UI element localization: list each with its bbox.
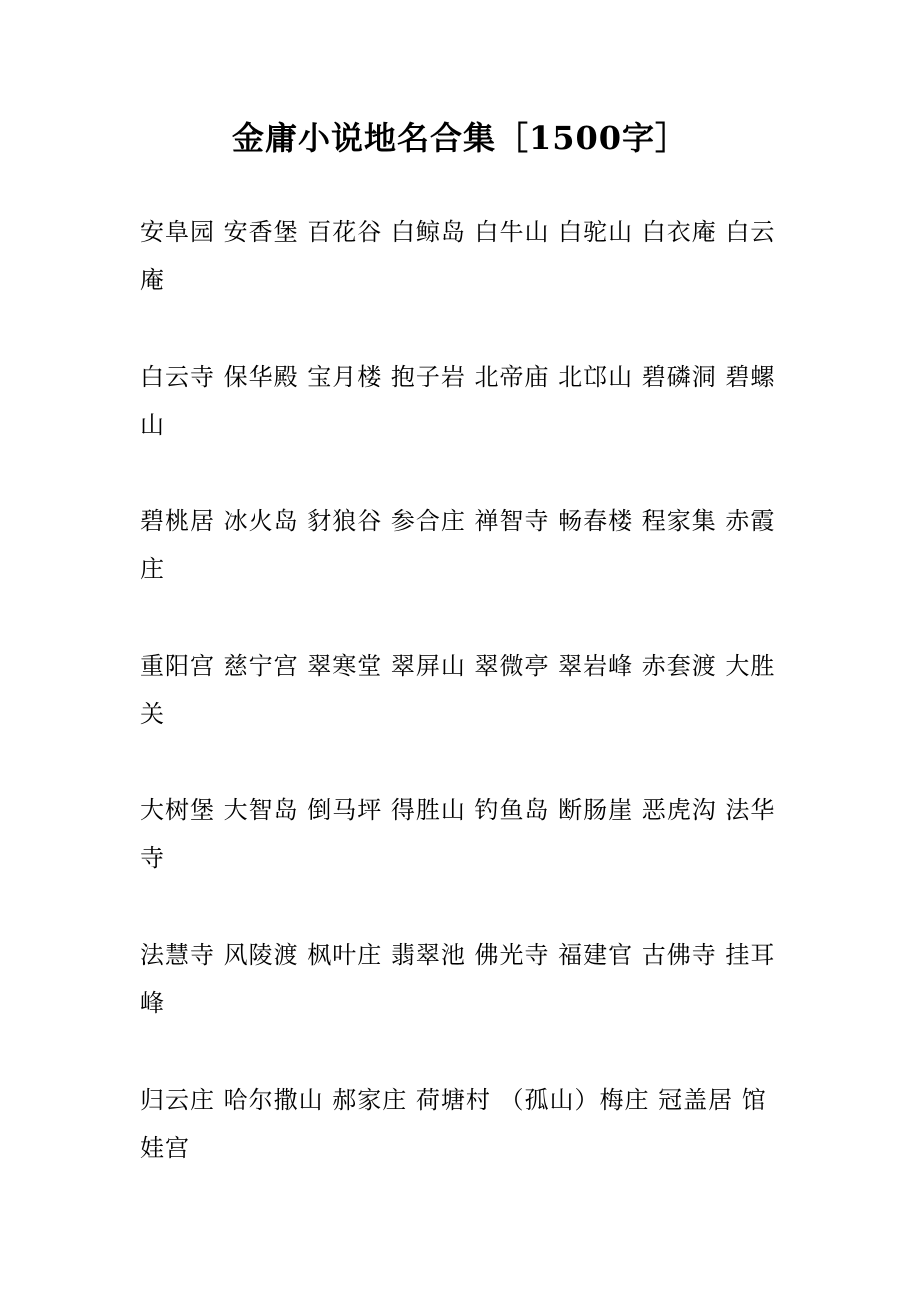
place-list-paragraph: 法慧寺 风陵渡 枫叶庄 翡翠池 佛光寺 福建官 古佛寺 挂耳峰 [140,941,776,1017]
place-list-paragraph: 大树堡 大智岛 倒马坪 得胜山 钓鱼岛 断肠崖 恶虎沟 法华寺 [140,796,776,872]
document-title: 金庸小说地名合集［1500字］ [231,119,689,157]
place-list-paragraph: 重阳宫 慈宁宫 翠寒堂 翠屏山 翠微亭 翠岩峰 赤套渡 大胜关 [140,652,776,728]
place-list-paragraph: 归云庄 哈尔撒山 郝家庄 荷塘村 （孤山）梅庄 冠盖居 馆娃宫 [140,1086,767,1162]
place-list-paragraph: 白云寺 保华殿 宝月楼 抱子岩 北帝庙 北邙山 碧磷洞 碧螺山 [140,363,776,439]
place-list-paragraph: 碧桃居 冰火岛 豺狼谷 参合庄 禅智寺 畅春楼 程家集 赤霞庄 [140,507,776,583]
place-list-paragraph: 安阜园 安香堡 百花谷 白鲸岛 白牛山 白驼山 白衣庵 白云庵 [140,218,776,294]
